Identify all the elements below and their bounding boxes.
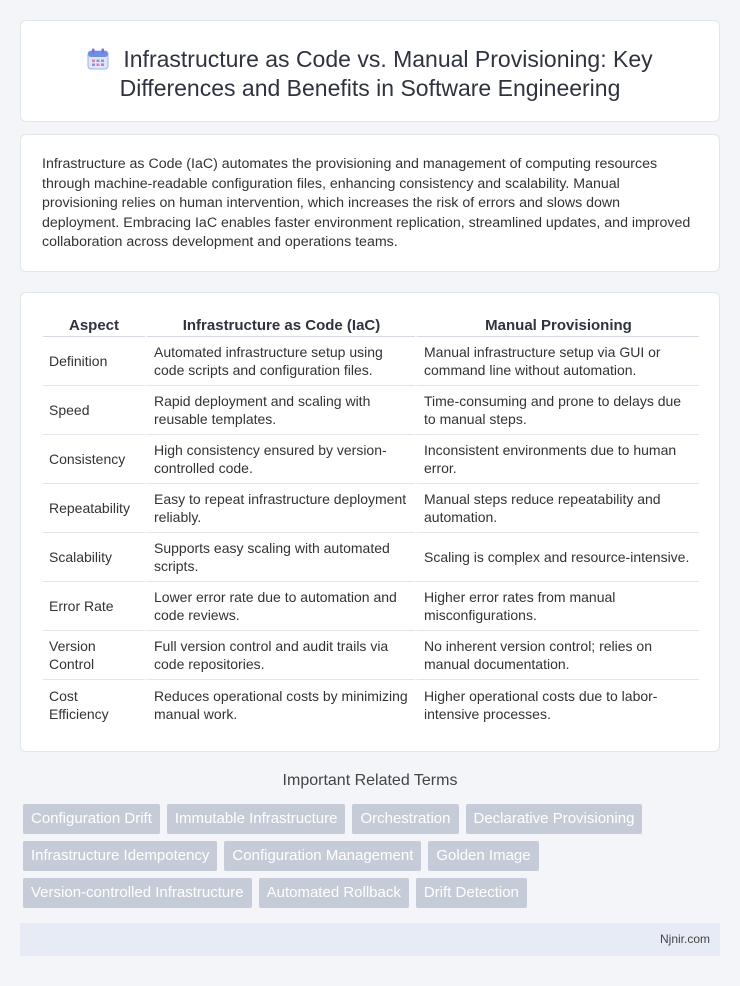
header-aspect: Aspect <box>43 315 145 337</box>
term-tag[interactable]: Golden Image <box>428 841 538 871</box>
term-tag[interactable]: Immutable Infrastructure <box>167 804 346 834</box>
page-title <box>21 45 719 103</box>
related-terms-list <box>23 804 703 915</box>
aspect-cell: Scalability <box>43 533 145 582</box>
header-manual: Manual Provisioning <box>415 315 699 337</box>
aspect-cell: Repeatability <box>43 484 145 533</box>
footer <box>20 923 720 956</box>
iac-cell: Supports easy scaling with automated scripts. <box>145 533 415 582</box>
iac-cell: Full version control and audit trails via code repositories. <box>145 631 415 680</box>
iac-cell: High consistency ensured by version-controlled code. <box>145 435 415 484</box>
manual-cell: Manual steps reduce repeatability and automation. <box>415 484 699 533</box>
term-tag[interactable]: Automated Rollback <box>259 878 409 908</box>
term-tag[interactable]: Drift Detection <box>416 878 527 908</box>
manual-cell: No inherent version control; relies on manual documentation. <box>415 631 699 680</box>
aspect-cell: Consistency <box>43 435 145 484</box>
term-tag[interactable]: Infrastructure Idempotency <box>23 841 217 871</box>
calendar-icon <box>87 48 109 70</box>
manual-cell: Higher operational costs due to labor-intensive processes. <box>415 680 699 729</box>
table-row <box>43 631 699 680</box>
term-tag[interactable]: Declarative Provisioning <box>466 804 643 834</box>
aspect-cell: Definition <box>43 337 145 386</box>
iac-cell: Rapid deployment and scaling with reusable templates. <box>145 386 415 435</box>
comparison-table <box>43 315 699 729</box>
table-header-row <box>43 315 699 337</box>
table-row <box>43 533 699 582</box>
title-card <box>20 20 720 122</box>
aspect-cell: Cost Efficiency <box>49 687 109 722</box>
header-iac: Infrastructure as Code (IaC) <box>145 315 415 337</box>
term-tag[interactable]: Configuration Drift <box>23 804 160 834</box>
iac-cell: Easy to repeat infrastructure deployment reliably. <box>145 484 415 533</box>
manual-cell: Time-consuming and prone to delays due to manual steps. <box>415 386 699 435</box>
manual-cell: Manual infrastructure setup via GUI or command line without automation. <box>415 337 699 386</box>
iac-cell: Lower error rate due to automation and code reviews. <box>145 582 415 631</box>
table-row <box>43 680 699 729</box>
iac-cell: Automated infrastructure setup using code scripts and configuration files. <box>145 337 415 386</box>
manual-cell: Inconsistent environments due to human error. <box>415 435 699 484</box>
term-tag[interactable]: Orchestration <box>352 804 458 834</box>
manual-cell: Scaling is complex and resource-intensive. <box>415 533 699 582</box>
iac-cell: Reduces operational costs by minimizing manual work. <box>145 680 415 729</box>
manual-cell: Higher error rates from manual misconfigurations. <box>415 582 699 631</box>
intro-card <box>20 134 720 272</box>
footer-site-link[interactable]: Njnir.com <box>659 932 710 946</box>
aspect-cell: Error Rate <box>43 582 145 631</box>
aspect-cell: Speed <box>43 386 145 435</box>
table-row <box>43 337 699 386</box>
term-tag[interactable]: Version-controlled Infrastructure <box>23 878 252 908</box>
intro-paragraph: Infrastructure as Code (IaC) automates the provisioning and management of computing resources through machine-readable configuration files, enhancing consistency and scalability. Manual provisioning relies on human intervention, which increases the risk of errors and slows down deployment. Embracing IaC enables faster environment replication, streamlined updates, and improved collaboration across development and operations teams. <box>42 156 691 251</box>
table-row <box>43 484 699 533</box>
page-title-text: Infrastructure as Code vs. Manual Provisioning: Key Differences and Benefits in Software Engineering <box>119 46 653 101</box>
table-row <box>43 386 699 435</box>
aspect-cell: Version Control <box>43 631 145 680</box>
related-terms-heading: Important Related Terms <box>282 772 458 789</box>
term-tag[interactable]: Configuration Management <box>224 841 421 871</box>
table-row <box>43 582 699 631</box>
comparison-card <box>20 292 720 752</box>
table-row <box>43 435 699 484</box>
